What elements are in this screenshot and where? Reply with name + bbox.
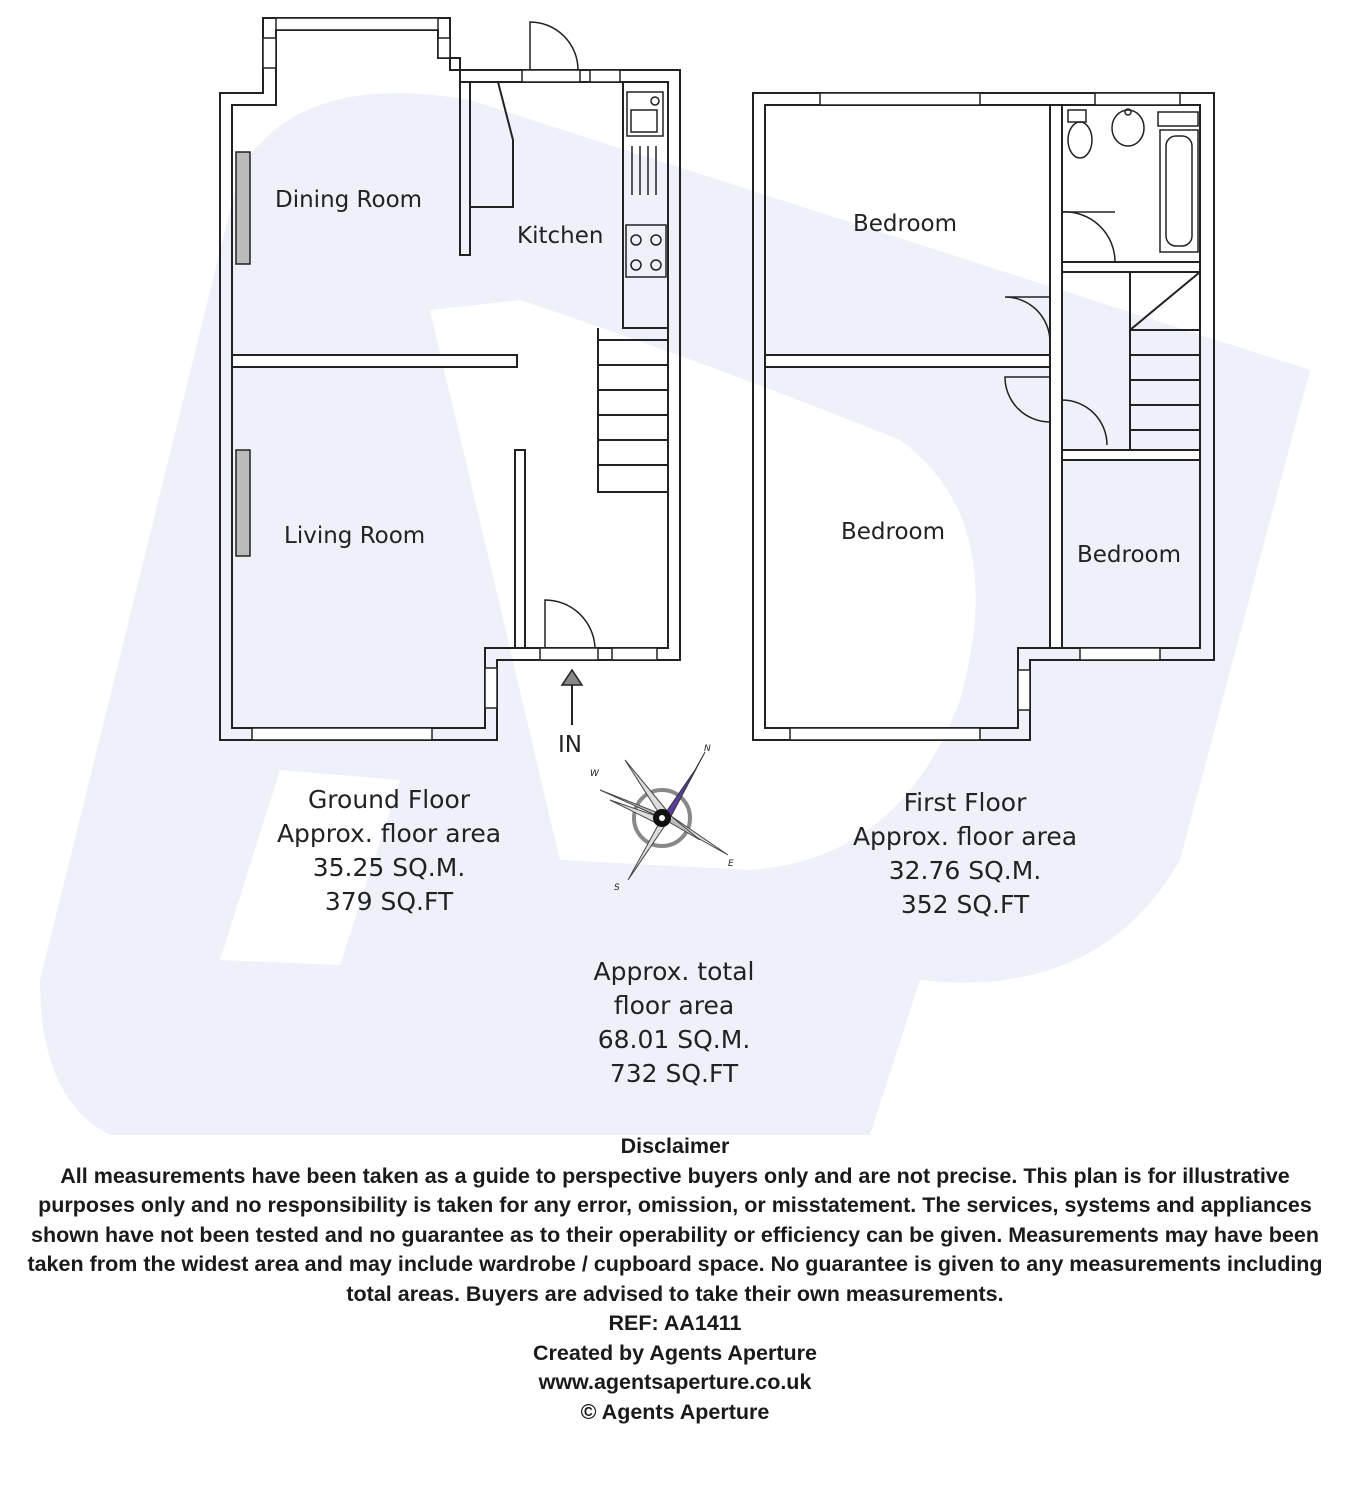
first-floor-area-label: Approx. floor area <box>852 822 1078 851</box>
first-floor-sqft: 352 SQ.FT <box>900 890 1030 919</box>
disclaimer-ref: REF: AA1411 <box>608 1311 742 1335</box>
room-label-bedroom-3: Bedroom <box>1077 542 1182 568</box>
compass-n: N <box>704 744 711 754</box>
compass-e: E <box>728 859 734 869</box>
disclaimer-copyright: © Agents Aperture <box>580 1399 770 1424</box>
ground-floor-area-label: Approx. floor area <box>276 819 502 848</box>
disclaimer <box>20 1132 1330 1427</box>
disclaimer-created-by: Created by Agents Aperture <box>533 1340 817 1365</box>
room-label-bedroom-1: Bedroom <box>853 211 958 237</box>
first-floor-title: First Floor <box>903 788 1027 817</box>
fireplace-living <box>236 450 250 556</box>
total-area-sqft: 732 SQ.FT <box>609 1059 739 1088</box>
disclaimer-body: All measurements have been taken as a guide to perspective buyers only and are not precise. This plan is for illustrative purposes only and no responsibility is taken for any error, omission, or misstatement. The services, systems and appliances shown have not been tested and no guarantee as to their operability or efficiency can be given. Measurements may have been taken from the widest area and may include wardrobe / cupboard space. No guarantee is given to any measurements including total areas. Buyers are advised to take their own measurements. <box>27 1163 1323 1306</box>
fireplace-dining <box>236 152 250 264</box>
disclaimer-website: www.agentsaperture.co.uk <box>538 1370 812 1394</box>
room-label-living: Living Room <box>284 523 426 549</box>
entrance-label: IN <box>558 732 582 758</box>
ground-floor-sqft: 379 SQ.FT <box>324 887 454 916</box>
room-label-dining: Dining Room <box>275 187 423 213</box>
compass-w: W <box>590 769 599 779</box>
ground-floor-title: Ground Floor <box>307 785 471 814</box>
bathroom-fixtures <box>1068 109 1198 252</box>
total-area-sqm: 68.01 SQ.M. <box>597 1025 751 1054</box>
total-area-line2: floor area <box>613 991 735 1020</box>
compass-s: S <box>614 883 620 893</box>
total-area-line1: Approx. total <box>593 957 755 986</box>
ground-floor-sqm: 35.25 SQ.M. <box>312 853 466 882</box>
room-label-bedroom-2: Bedroom <box>841 519 946 545</box>
first-floor-sqm: 32.76 SQ.M. <box>888 856 1042 885</box>
disclaimer-heading: Disclaimer <box>620 1134 730 1158</box>
room-label-kitchen: Kitchen <box>517 223 604 249</box>
